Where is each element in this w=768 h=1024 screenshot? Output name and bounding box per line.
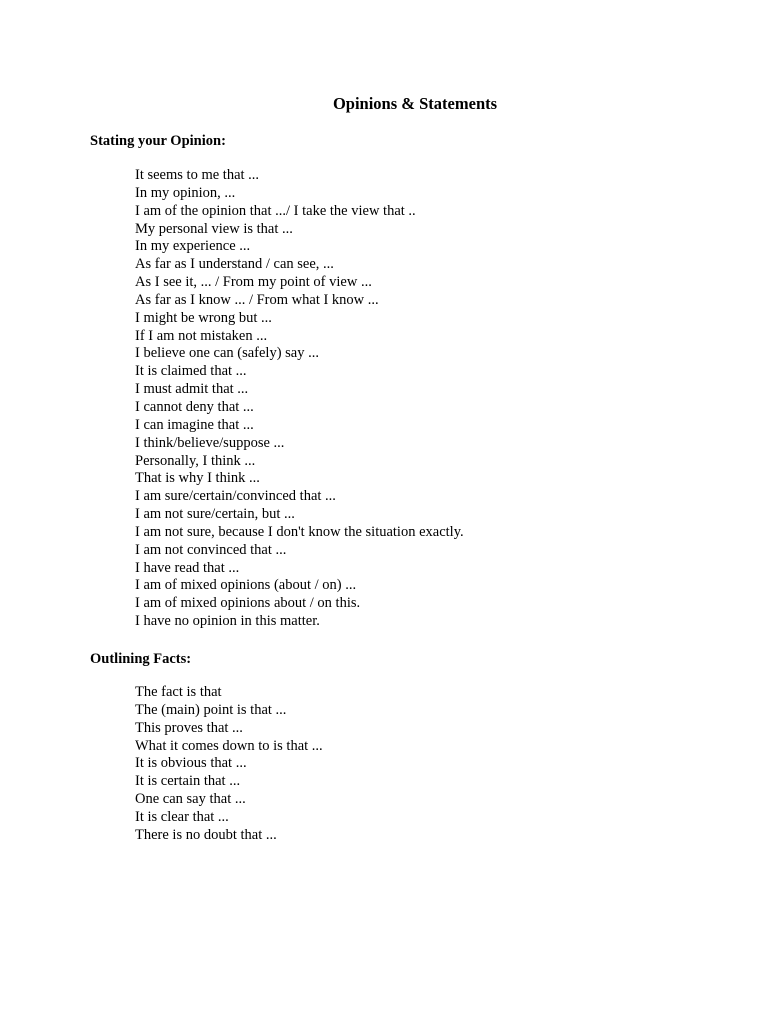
list-item: In my opinion, ...	[135, 184, 236, 201]
section-heading-stating-opinion: Stating your Opinion:	[90, 133, 226, 149]
list-item: I am not convinced that ...	[135, 541, 287, 558]
list-item: I am of mixed opinions about / on this.	[135, 595, 361, 612]
list-item: I might be wrong but ...	[135, 309, 272, 326]
list-item: It is clear that ...	[135, 808, 229, 825]
list-item: I am not sure/certain, but ...	[135, 506, 295, 523]
list-item: As far as I know ... / From what I know ...	[135, 291, 379, 308]
list-item: If I am not mistaken ...	[135, 327, 268, 344]
list-item: My personal view is that ...	[135, 220, 293, 237]
list-item: One can say that ...	[135, 791, 246, 808]
list-item: This proves that ...	[135, 719, 243, 736]
list-item: I think/believe/suppose ...	[135, 434, 285, 451]
list-item: It seems to me that ...	[135, 167, 260, 183]
list-item: I must admit that ...	[135, 381, 249, 398]
list-item: Personally, I think ...	[135, 452, 256, 469]
list-item: In my experience ...	[135, 238, 251, 255]
list-item: The (main) point is that ...	[135, 701, 287, 718]
list-item: It is certain that ...	[135, 773, 241, 790]
list-item: As far as I understand / can see, ...	[135, 256, 334, 273]
list-item: I have no opinion in this matter.	[135, 613, 320, 630]
list-item: I am sure/certain/convinced that ...	[135, 488, 336, 505]
list-item: That is why I think ...	[135, 470, 260, 487]
list-item: The fact is that	[135, 684, 222, 700]
list-item: There is no doubt that ...	[135, 826, 277, 843]
list-item: I cannot deny that ...	[135, 398, 254, 415]
list-item: I am not sure, because I don't know the situation exactly.	[135, 523, 464, 540]
list-item: I can imagine that ...	[135, 416, 254, 433]
list-item: It is claimed that ...	[135, 363, 247, 380]
list-item: I have read that ...	[135, 559, 240, 576]
page-title: Opinions & Statements	[332, 94, 498, 113]
list-item: I am of mixed opinions (about / on) ...	[135, 577, 357, 594]
list-item: What it comes down to is that ...	[135, 737, 323, 754]
list-item: I believe one can (safely) say ...	[135, 345, 319, 362]
list-item: I am of the opinion that .../ I take the view that ..	[135, 202, 416, 219]
phrase-list-stating-opinion	[135, 167, 464, 631]
list-item: It is obvious that ...	[135, 755, 247, 772]
list-item: As I see it, ... / From my point of view ...	[135, 274, 372, 291]
phrase-list-outlining-facts	[135, 684, 323, 845]
section-heading-outlining-facts: Outlining Facts:	[90, 651, 192, 667]
